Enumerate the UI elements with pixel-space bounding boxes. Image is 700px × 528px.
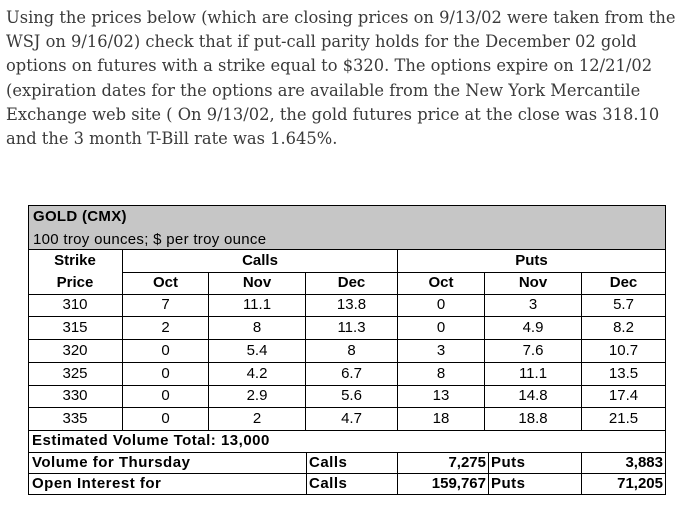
strike-cell: 315 xyxy=(62,319,88,336)
volume-label: Volume for Thursday xyxy=(32,454,191,471)
value-cell: 4.9 xyxy=(522,319,544,336)
month-header: Oct xyxy=(428,274,454,291)
open-interest-label: Open Interest for xyxy=(32,475,162,492)
volume-puts-value: 3,883 xyxy=(625,454,663,471)
strike-cell: 325 xyxy=(62,365,88,382)
gold-options-table xyxy=(28,205,666,495)
oi-calls-label: Calls xyxy=(309,475,348,492)
value-cell: 5.4 xyxy=(246,342,268,359)
estimated-volume: Estimated Volume Total: 13,000 xyxy=(32,432,270,449)
question-line: Using the prices below (which are closing prices on 9/13/02 were taken from the xyxy=(6,8,676,27)
question-line: WSJ on 9/16/02) check that if put-call parity holds for the December 02 gold xyxy=(6,32,637,52)
value-cell: 2 xyxy=(252,410,262,427)
month-header: Nov xyxy=(518,274,548,291)
question-line: options on futures with a strike equal to $320. The options expire on 12/21/02 xyxy=(6,56,653,76)
value-cell: 0 xyxy=(161,365,170,382)
value-cell: 8 xyxy=(436,365,446,382)
value-cell: 21.5 xyxy=(608,410,639,427)
question-line: and the 3 month T-Bill rate was 1.645%. xyxy=(6,129,338,149)
strike-label: Strike xyxy=(54,252,96,269)
value-cell: 13.8 xyxy=(336,296,367,313)
value-cell: 18.8 xyxy=(518,410,548,427)
question-text xyxy=(6,6,696,151)
value-cell: 7.6 xyxy=(522,342,544,359)
strike-cell: 335 xyxy=(62,410,88,427)
value-cell: 6.7 xyxy=(341,365,362,382)
value-cell: 8 xyxy=(252,319,262,336)
value-cell: 18 xyxy=(432,410,450,427)
value-cell: 8 xyxy=(347,342,356,359)
value-cell: 5.6 xyxy=(341,387,362,404)
value-cell: 11.1 xyxy=(518,365,548,382)
value-cell: 2.9 xyxy=(246,387,268,404)
value-cell: 0 xyxy=(436,296,446,313)
value-cell: 0 xyxy=(161,342,170,359)
oi-puts-value: 71,205 xyxy=(617,475,663,492)
value-cell: 8.2 xyxy=(613,319,634,336)
value-cell: 0 xyxy=(161,410,170,427)
value-cell: 13 xyxy=(432,387,450,404)
puts-header: Puts xyxy=(515,252,548,269)
value-cell: 17.4 xyxy=(608,387,639,404)
month-header: Dec xyxy=(609,274,638,291)
value-cell: 4.2 xyxy=(246,365,268,382)
question-line: (expiration dates for the options are available from the New York Mercantile xyxy=(6,80,641,100)
table-subtitle: 100 troy ounces; $ per troy ounce xyxy=(33,231,267,248)
value-cell: 2 xyxy=(161,319,170,336)
value-cell: 5.7 xyxy=(613,296,634,313)
volume-calls-value: 7,275 xyxy=(448,454,486,471)
value-cell: 14.8 xyxy=(518,387,548,404)
price-label: Price xyxy=(56,274,94,291)
value-cell: 0 xyxy=(436,319,446,336)
value-cell: 0 xyxy=(161,387,170,404)
oi-puts-label: Puts xyxy=(491,475,526,492)
value-cell: 3 xyxy=(436,342,446,359)
volume-puts-label: Puts xyxy=(491,454,526,471)
month-header: Nov xyxy=(242,274,272,291)
value-cell: 3 xyxy=(528,296,538,313)
strike-cell: 330 xyxy=(62,387,88,404)
strike-cell: 310 xyxy=(62,296,88,313)
month-header: Dec xyxy=(337,274,366,291)
oi-calls-value: 159,767 xyxy=(431,475,486,492)
value-cell: 7 xyxy=(161,296,170,313)
value-cell: 4.7 xyxy=(341,410,362,427)
value-cell: 11.3 xyxy=(337,319,366,336)
month-header: Oct xyxy=(152,274,178,291)
table-title: GOLD (CMX) xyxy=(33,208,127,225)
value-cell: 13.5 xyxy=(608,365,639,382)
value-cell: 10.7 xyxy=(608,342,639,359)
strike-cell: 320 xyxy=(62,342,88,359)
calls-header: Calls xyxy=(242,252,278,269)
question-line: Exchange web site ( On 9/13/02, the gold futures price at the close was 318.10 xyxy=(6,104,660,124)
value-cell: 11.1 xyxy=(242,296,272,313)
volume-calls-label: Calls xyxy=(309,454,348,471)
